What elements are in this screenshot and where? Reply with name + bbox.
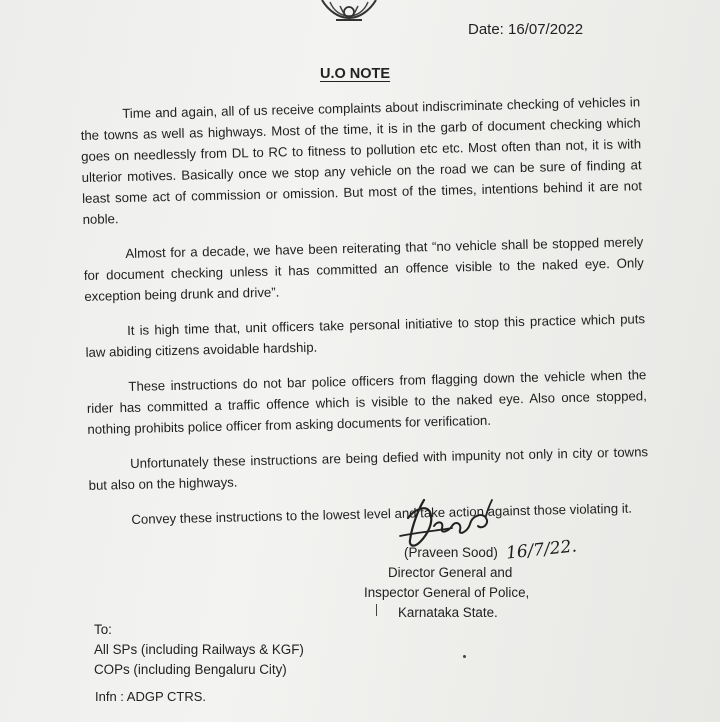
to-label: To: xyxy=(94,622,112,637)
document-body xyxy=(80,91,650,545)
signatory-designation-2: Inspector General of Police, xyxy=(364,585,530,600)
recipient-line-2: COPs (including Bengaluru City) xyxy=(94,662,287,677)
stray-dot xyxy=(463,655,466,658)
paragraph-3: It is high time that, unit officers take personal initiative to stop this practice which puts law abiding citizens avoidable hardship. xyxy=(85,311,646,360)
signatory-name: (Praveen Sood) xyxy=(404,545,498,560)
handwritten-date: 16/7/22. xyxy=(505,536,578,564)
document-date: Date: 16/07/2022 xyxy=(468,21,584,38)
paragraph-2: Almost for a decade, we have been reiterating that “no vehicle shall be stopped merely for document checking unless it has committed an offence visible to the naked eye. Only exception being drunk and drive”. xyxy=(83,234,644,304)
paragraph-5: Unfortunately these instructions are being defied with impunity not only in city or towns but also on the highways. xyxy=(88,444,649,493)
paragraph-1: Time and again, all of us receive complaints about indiscriminate checking of vehicles in the towns as well as highways. Most of the time, it is in the garb of document checking which goes on needlessly from DL to RC to fitness to pollution etc etc. Most often than not, it is with ulterior motives. Basically once we stop any vehicle on the road we can be sure of finding at least some act of commission or omission. But most of the times, intentions behind it are not noble. xyxy=(80,94,643,227)
paragraph-6: Convey these instructions to the lowest level and take action against those violating it. xyxy=(131,500,633,527)
recipient-line-1: All SPs (including Railways & KGF) xyxy=(94,642,304,657)
state-emblem-icon xyxy=(318,0,380,26)
signatory-designation-3: Karnataka State. xyxy=(398,605,498,620)
paragraph-4: These instructions do not bar police officers from flagging down the vehicle when the rider has committed a traffic offence which is visible to the naked eye. Also once stopped, nothing prohibits police officer from asking documents for verification. xyxy=(86,367,647,437)
stray-mark xyxy=(376,604,377,616)
information-copy: Infn : ADGP CTRS. xyxy=(95,689,207,704)
recipients-block xyxy=(94,620,304,680)
document-title: U.O NOTE xyxy=(320,66,391,82)
signatory-designation-1: Director General and xyxy=(388,565,513,580)
